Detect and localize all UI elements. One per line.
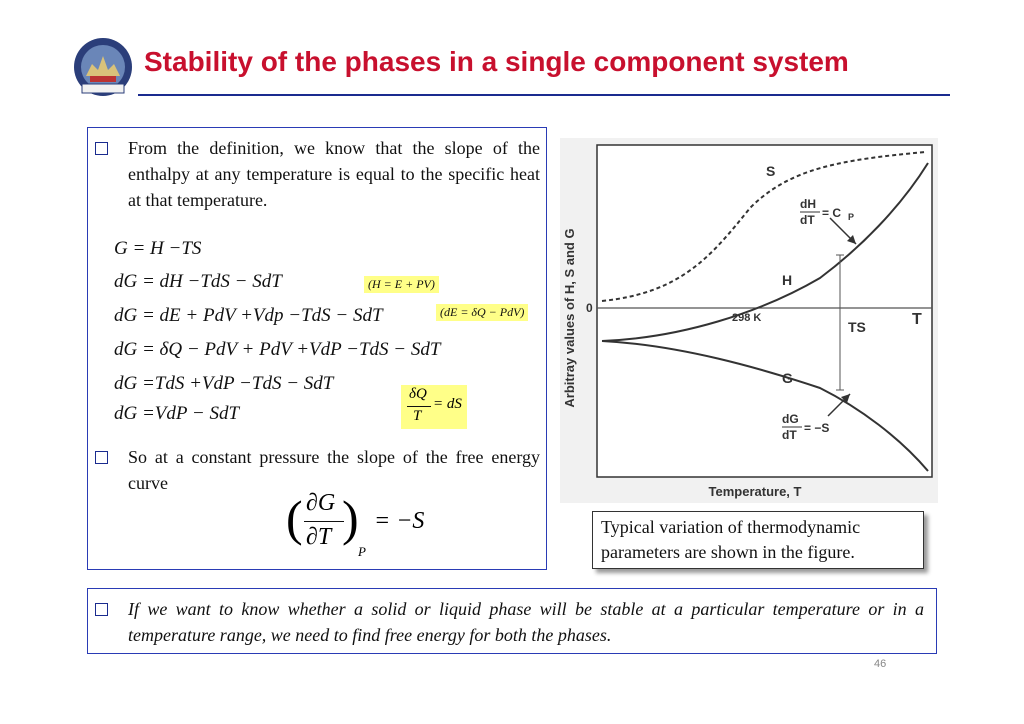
institute-logo [72,36,134,98]
fraction-bar [304,521,344,522]
bullet-stability-question: If we want to know whether a solid or liquid phase will be stable at a particular temperature or in a temperature range, we need to find free energy for both the phases. [128,599,924,645]
cp-numerator: dH [800,197,816,211]
deriv-rhs: = −S [374,508,425,534]
dq-rhs: = dS [433,396,462,412]
enthalpy-definition-note: (H = E + PV) [364,276,439,293]
figure-caption: Typical variation of thermodynamic parameters are shown in the figure. [592,511,924,569]
right-paren: ) [342,490,359,546]
deriv-subscript: P [358,544,366,559]
s-curve-label: S [766,163,776,179]
g-slope-denominator: dT [782,428,797,442]
equation-line: dG = dH −TdS − SdT [114,271,282,292]
zero-label: 0 [586,301,593,315]
cp-subscript: P [848,212,855,222]
h-curve-label: H [782,272,793,288]
equation-line: dG =TdS +VdP −TdS − SdT [114,373,334,394]
g-curve-label: G [782,370,793,386]
deriv-denominator: ∂T [306,524,332,550]
thermo-figure [560,138,938,503]
checkbox-bullet-icon [95,142,108,155]
bullet-slope-enthalpy: From the definition, we know that the slope of the enthalpy at any temperature is equal to the specific heat at that temperature. [128,138,540,210]
y-axis-label: Arbitray values of H, S and G [562,228,577,408]
page-number: 46 [874,658,887,670]
cp-denominator: dT [800,213,815,227]
slide-title: Stability of the phases in a single component system [144,46,849,77]
checkbox-bullet-icon [95,451,108,464]
left-paren: ( [286,490,303,546]
temp-298-label: 298 K [732,312,762,324]
ts-label: TS [848,319,866,335]
equation-line: dG =VdP − SdT [114,403,240,424]
equation-line: dG = δQ − PdV + PdV +VdP −TdS − SdT [114,339,441,360]
title-rule [138,94,950,96]
dq-numerator: δQ [409,386,427,402]
internal-energy-note: (dE = δQ − PdV) [436,304,528,321]
gibbs-derivative [286,484,436,564]
equation-line: G = H −TS [114,238,202,259]
g-slope-rhs: = −S [804,421,830,435]
fraction-bar [407,406,431,407]
t-label: T [912,311,922,328]
dq-denominator: T [413,408,422,424]
bullet-free-energy-slope: So at a constant pressure the slope of the free energy curve [128,447,540,493]
equation-line: dG = dE + PdV +Vdp −TdS − SdT [114,305,383,326]
entropy-relation-note [401,385,467,429]
cp-rhs: = C [822,206,842,220]
checkbox-bullet-icon [95,603,108,616]
g-slope-numerator: dG [782,412,799,426]
deriv-numerator: ∂G [306,490,336,516]
x-axis-label: Temperature, T [708,484,802,499]
